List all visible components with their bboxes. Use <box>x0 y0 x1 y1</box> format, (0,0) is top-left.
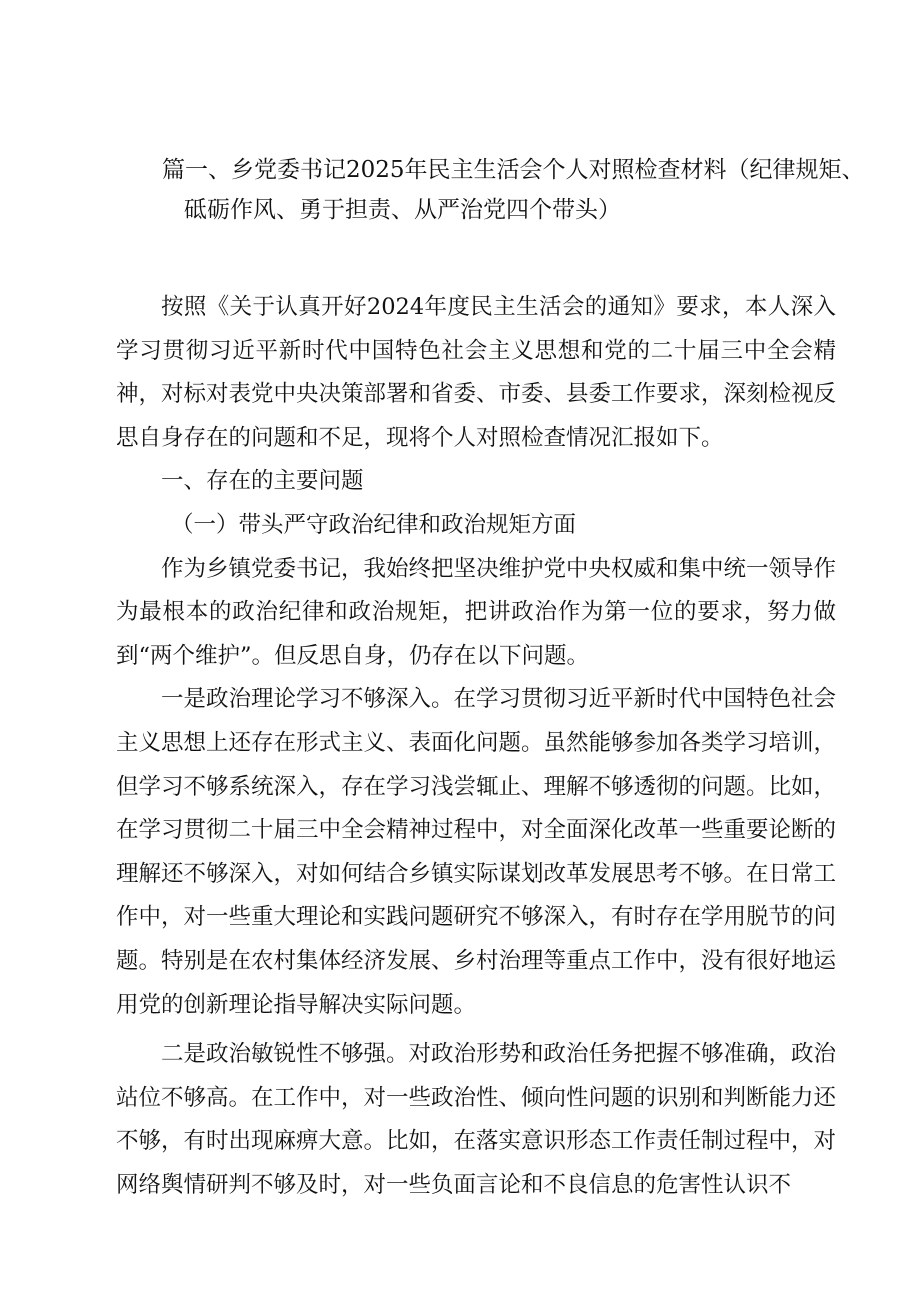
body-paragraph: 作为乡镇党委书记，我始终把坚决维护党中央权威和集中统一领导作为最根本的政治纪律和政治规矩，把讲政治作为第一位的要求，努力做到“两个维护”。但反思自身，仍存在以下问题。 <box>116 555 837 669</box>
subsection-heading: （一）带头严守政治纪律和政治规矩方面 <box>171 511 577 538</box>
intro-paragraph: 按照《关于认真开好2024年度民主生活会的通知》要求，本人深入学习贯彻习近平新时代中国特色社会主义思想和党的二十届三中全会精神，对标对表党中央决策部署和省委、市委、县委工作要求，深刻检视反思自身存在的问题和不足，现将个人对照检查情况汇报如下。 <box>116 294 837 451</box>
document-body <box>116 286 836 1207</box>
document-title-line-1: 篇一、乡党委书记2025年民主生活会个人对照检查材料（纪律规矩、 <box>162 157 865 183</box>
body-paragraph: 一是政治理论学习不够深入。在学习贯彻习近平新时代中国特色社会主义思想上还存在形式主义、表面化问题。虽然能够参加各类学习培训，但学习不够系统深入，存在学习浅尝辄止、理解不够透彻的问题。比如，在学习贯彻二十届三中全会精神过程中，对全面深化改革一些重要论断的理解还不够深入，对如何结合乡镇实际谋划改革发展思考不够。在日常工作中，对一些重大理论和实践问题研究不够深入，有时存在学用脱节的问题。特别是在农村集体经济发展、乡村治理等重点工作中，没有很好地运用党的创新理论指导解决实际问题。 <box>116 686 837 1018</box>
section-heading: 一、存在的主要问题 <box>161 468 364 495</box>
body-paragraph: 二是政治敏锐性不够强。对政治形势和政治任务把握不够准确，政治站位不够高。在工作中，对一些政治性、倾向性问题的识别和判断能力还不够，有时出现麻痹大意。比如，在落实意识形态工作责任制过程中，对网络舆情研判不够及时，对一些负面言论和不良信息的危害性认识不 <box>116 1041 837 1198</box>
document-title <box>162 150 865 230</box>
document-title-line-2: 砥砺作风、勇于担责、从严治党四个带头） <box>184 197 621 223</box>
